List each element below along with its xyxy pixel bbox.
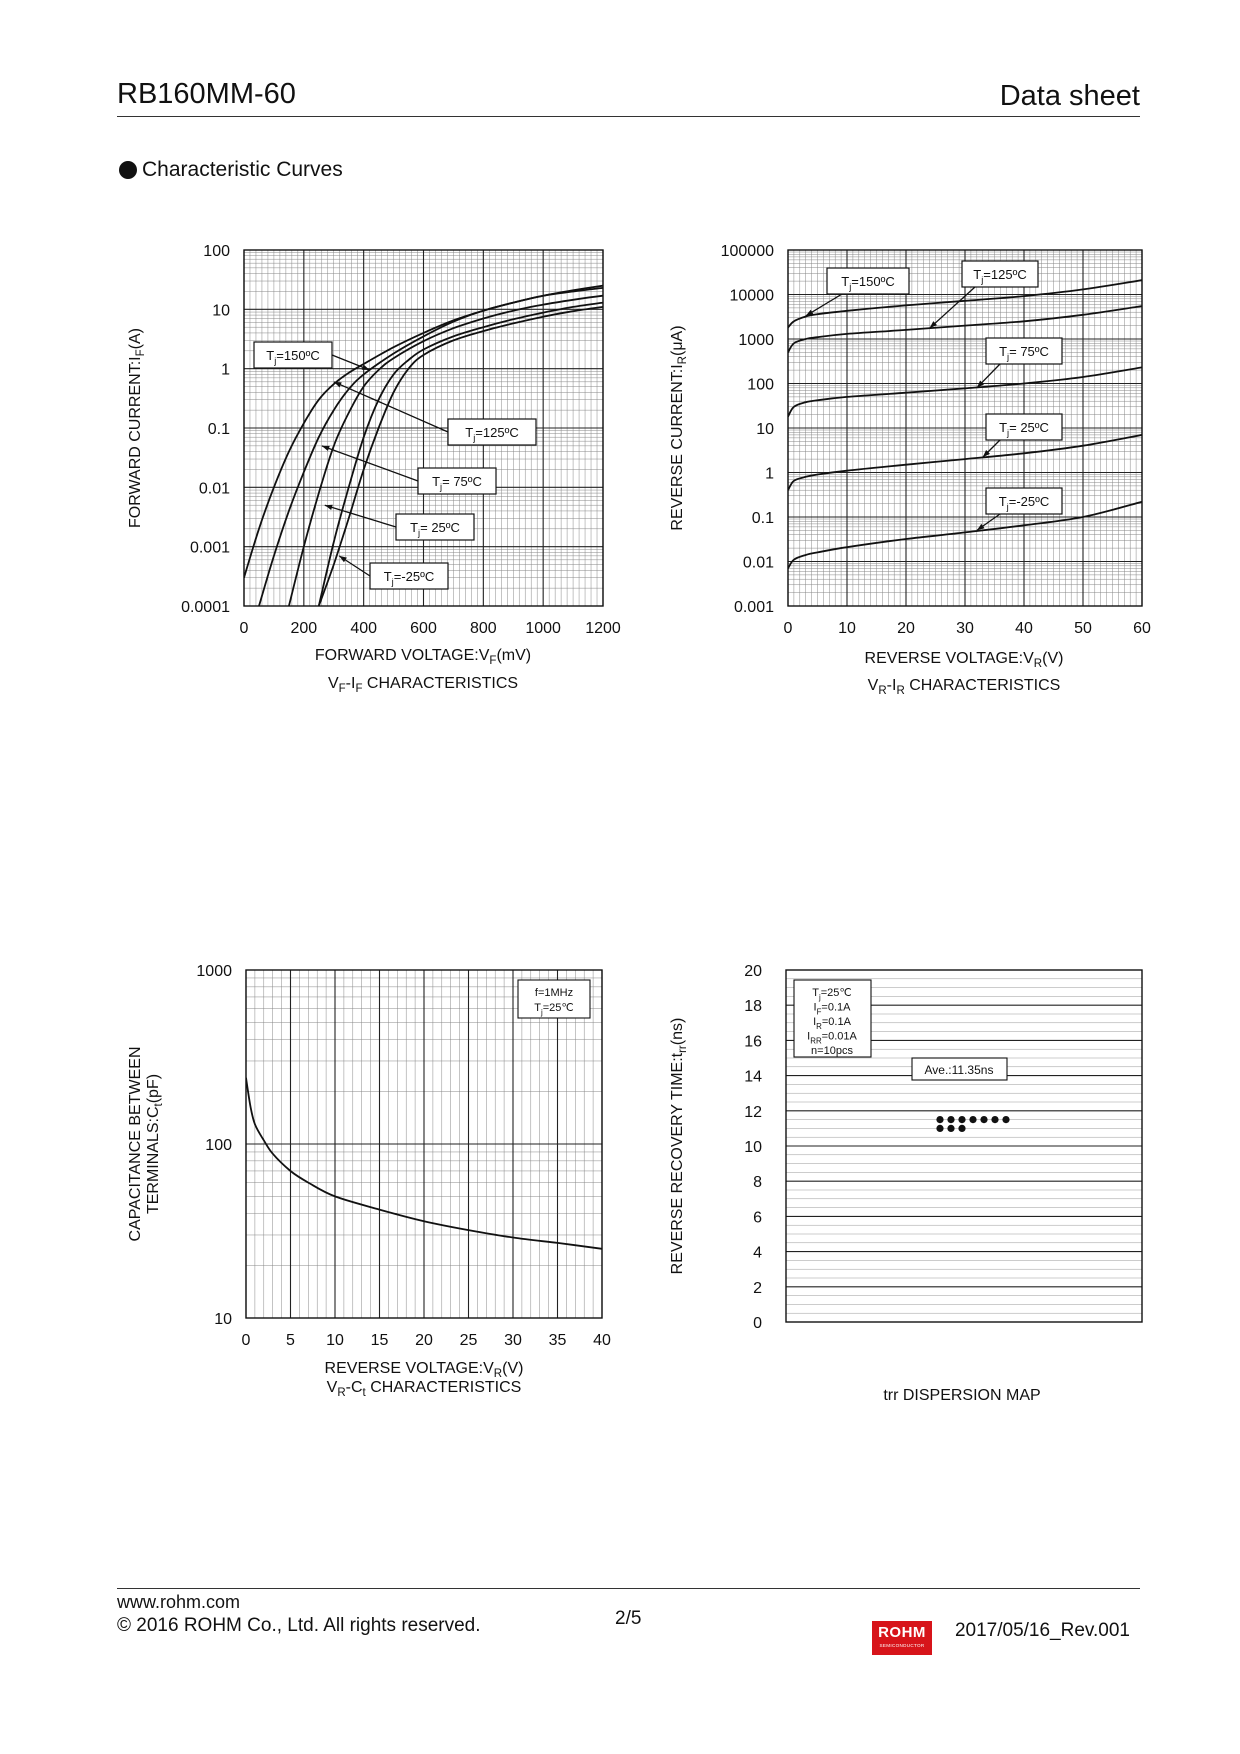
- y-tick-label: 10: [756, 421, 774, 438]
- average-text: Ave.:11.35ns: [924, 1063, 994, 1077]
- x-tick-label: 400: [350, 620, 378, 637]
- document-type: Data sheet: [999, 80, 1140, 112]
- y-tick-label: 10000: [729, 287, 774, 305]
- y-tick-label: 0.1: [207, 421, 230, 438]
- condition-text-0: f=1MHz: [534, 987, 574, 999]
- data-point-1: [947, 1116, 954, 1123]
- y-tick-label: 4: [753, 1244, 762, 1262]
- y-axis-label: REVERSE RECOVERY $TIME:t_{rr}(ns)$: [669, 1017, 689, 1275]
- x-tick-label: 40: [593, 1332, 611, 1349]
- y-tick-label: 0.001: [733, 599, 774, 616]
- y-tick-label: 6: [753, 1209, 762, 1227]
- y-tick-label: 16: [744, 1033, 762, 1051]
- y-tick-label: 2: [753, 1279, 762, 1297]
- x-tick-label: 25: [459, 1332, 478, 1349]
- x-tick-label: 600: [410, 620, 437, 637]
- y-tick-label: 1000: [738, 332, 774, 349]
- rohm-logo: [872, 1621, 932, 1655]
- vf-label-4-text: $T_j=-25ºC$: [383, 569, 435, 587]
- x-tick-label: 0: [783, 620, 793, 637]
- section-title-text: Characteristic Curves: [142, 158, 343, 181]
- y-axis-label: FORWARD $CURRENT:I_F(A)$: [127, 328, 147, 528]
- x-tick-label: 0: [239, 620, 249, 637]
- data-point-6: [1002, 1116, 1009, 1123]
- x-axis-label: REVERSE $VOLTAGE:V_R(V)$: [864, 650, 1064, 670]
- y-tick-label: 0.01: [742, 554, 774, 572]
- x-tick-label: 15: [370, 1332, 389, 1349]
- vf-arrow-2-head: [322, 446, 330, 451]
- y-tick-label: 0.01: [198, 480, 230, 498]
- x-axis-label: FORWARD $VOLTAGE:V_F(mV)$: [314, 647, 532, 667]
- x-tick-label: 200: [290, 620, 318, 637]
- y-tick-label: 12: [744, 1103, 762, 1121]
- x-tick-label: 0: [241, 1332, 251, 1349]
- x-tick-label: 1200: [585, 620, 621, 637]
- y-tick-label: 1: [221, 361, 230, 379]
- y-tick-label: 0: [753, 1315, 762, 1332]
- data-point-8: [947, 1125, 954, 1132]
- part-number: RB160MM-60: [117, 78, 296, 110]
- x-tick-label: 40: [1015, 620, 1033, 637]
- vf-label-1-text: $T_j=125ºC$: [465, 425, 519, 443]
- chart-trr-dispersion: [669, 963, 1142, 1404]
- condition-text-2: $I_R=0.1A$: [813, 1016, 851, 1031]
- footer-divider: [117, 1588, 1140, 1589]
- x-tick-label: 50: [1074, 620, 1092, 637]
- chart-title: $V_R-I_R$ CHARACTERISTICS: [867, 677, 1061, 697]
- chart-vf-if: [127, 243, 621, 695]
- y-tick-label: 0.0001: [181, 599, 230, 616]
- vf-label-3-text: $T_j=$ 25ºC: [410, 520, 460, 538]
- y-tick-label: 0.1: [751, 510, 774, 527]
- y-tick-label: 100: [205, 1137, 232, 1154]
- data-point-7: [936, 1125, 943, 1132]
- ir-arrow-1-line: [930, 287, 975, 328]
- condition-text-4: n=10pcs: [811, 1045, 853, 1057]
- x-tick-label: 5: [286, 1332, 295, 1349]
- ir-label-0-text: $T_j=150ºC$: [841, 274, 895, 292]
- condition-text-1: $T_j=25℃$: [534, 1002, 574, 1017]
- y-axis-label-line1: CAPACITANCE BETWEEN: [127, 1046, 144, 1242]
- data-point-3: [969, 1116, 976, 1123]
- x-tick-label: 35: [548, 1332, 567, 1349]
- ir-label-1-text: $T_j=125ºC$: [973, 267, 1027, 285]
- x-tick-label: 20: [897, 620, 915, 637]
- logo-subtext: SEMICONDUCTOR: [879, 1643, 925, 1648]
- y-tick-label: 100: [203, 243, 230, 260]
- y-tick-label: 1: [765, 465, 774, 483]
- footer-url[interactable]: www.rohm.com: [117, 1592, 241, 1612]
- page-number: 2/5: [615, 1608, 642, 1629]
- condition-text-1: $I_F=0.1A$: [813, 1001, 851, 1017]
- data-point-2: [958, 1116, 965, 1123]
- y-tick-label: 20: [744, 963, 762, 980]
- y-tick-label: 0.001: [189, 539, 230, 557]
- vf-arrow-3-line: [325, 505, 396, 527]
- y-tick-label: 14: [744, 1068, 762, 1086]
- y-tick-label: 100000: [720, 243, 774, 260]
- vf-label-0-text: $T_j=150ºC$: [266, 348, 320, 366]
- condition-text-3: $I_{RR}=0.01A$: [807, 1030, 857, 1046]
- x-axis-label: REVERSE $VOLTAGE:V_R(V)$: [324, 1360, 524, 1380]
- x-tick-label: 800: [469, 620, 497, 637]
- y-tick-label: 1000: [196, 963, 232, 980]
- series-line-4: [319, 307, 603, 606]
- vf-arrow-3-head: [325, 505, 333, 510]
- y-tick-label: 100: [747, 376, 774, 394]
- ir-label-4-text: $T_j=-25ºC$: [998, 494, 1050, 512]
- y-axis-label: REVERSE $CURRENT:I_R(\mu A)$: [669, 325, 689, 531]
- chart-title: trr DISPERSION MAP: [883, 1387, 1041, 1404]
- ir-label-3-text: $T_j=$ 25ºC: [999, 420, 1049, 438]
- x-tick-label: 1000: [525, 620, 561, 637]
- data-point-4: [980, 1116, 987, 1123]
- chart-vr-ir: [669, 243, 1151, 697]
- data-point-5: [991, 1116, 998, 1123]
- y-tick-label: 10: [214, 1311, 232, 1328]
- data-point-9: [958, 1125, 965, 1132]
- x-tick-label: 20: [415, 1332, 433, 1349]
- vf-label-2-text: $T_j=$ 75ºC: [432, 474, 482, 492]
- x-tick-label: 30: [504, 1332, 522, 1349]
- y-tick-label: 8: [753, 1174, 762, 1192]
- footer-copyright: © 2016 ROHM Co., Ltd. All rights reserved.: [117, 1615, 481, 1636]
- chart-vr-ct: [127, 963, 611, 1399]
- x-tick-label: 10: [326, 1332, 344, 1349]
- ir-label-2-text: $T_j=$ 75ºC: [999, 344, 1049, 362]
- logo-text: ROHM: [878, 1624, 926, 1641]
- x-tick-label: 60: [1133, 620, 1151, 637]
- x-tick-label: 10: [838, 620, 856, 637]
- y-tick-label: 10: [744, 1139, 762, 1156]
- y-axis-label-line2: $TERMINALS:C_t(pF)$: [145, 1073, 165, 1215]
- series-line-3: [319, 303, 603, 606]
- chart-title: $V_R-C_t$ CHARACTERISTICS: [326, 1379, 522, 1399]
- series-line-1: [259, 288, 603, 606]
- y-tick-label: 10: [212, 302, 230, 320]
- y-tick-label: 18: [744, 998, 762, 1016]
- condition-text-0: $T_j=25℃$: [812, 987, 852, 1002]
- chart-title: $V_F-I_F$ CHARACTERISTICS: [327, 675, 519, 695]
- data-point-0: [936, 1116, 943, 1123]
- revision-date: 2017/05/16_Rev.001: [954, 1620, 1130, 1641]
- x-tick-label: 30: [956, 620, 974, 637]
